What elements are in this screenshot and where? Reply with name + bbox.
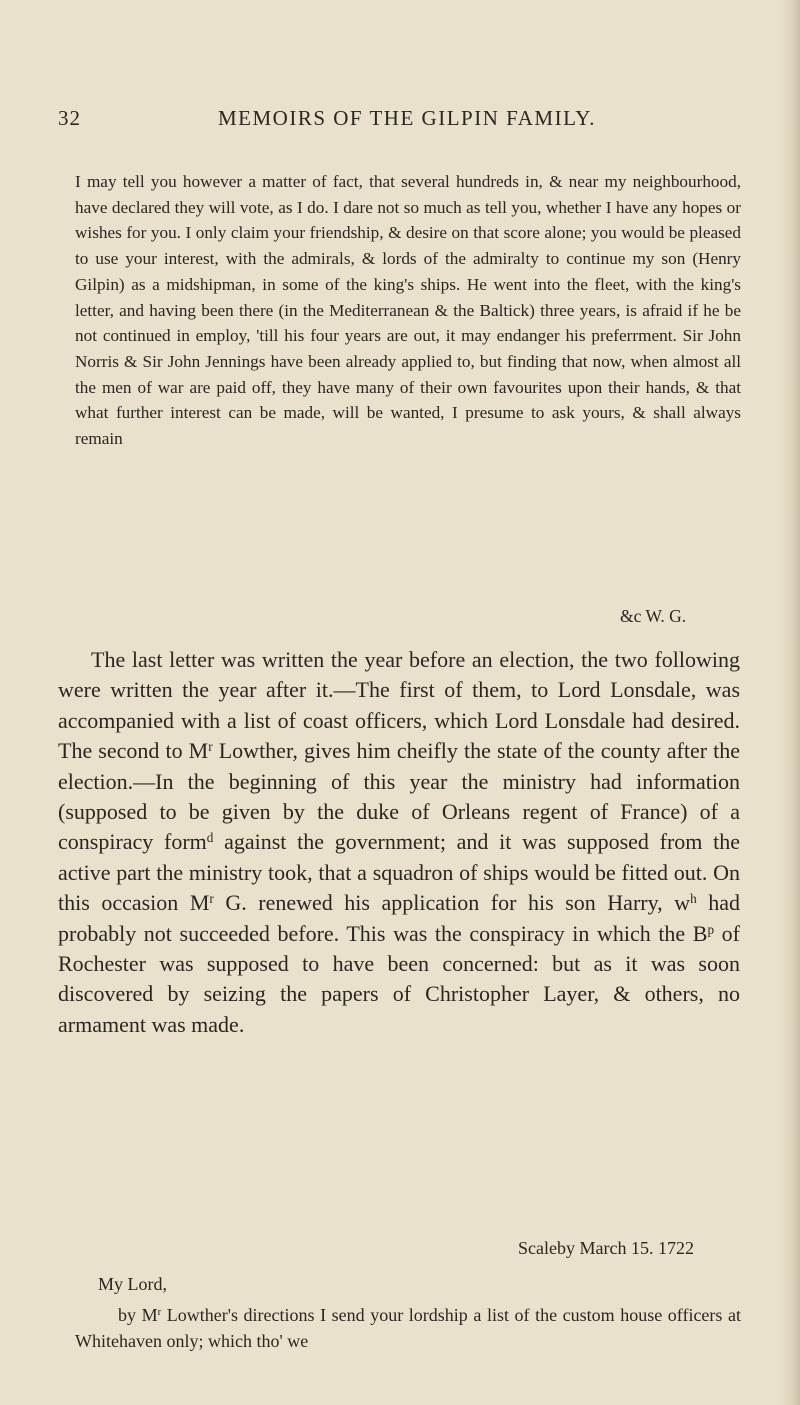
narrative-text-3: against the government; and it was supposed from the active part the ministry took, that a squadron of ships would be fitted out. On this occasion M — [58, 829, 740, 916]
superscript-r: r — [157, 1306, 162, 1319]
letter-two-dateline: Scaleby March 15. 1722 — [518, 1238, 694, 1258]
narrative-paragraph — [58, 645, 740, 1040]
narrative-text-4: G. renewed his application for his son Harry, w — [213, 890, 691, 916]
letter-one-signature: &c W. G. — [620, 606, 687, 626]
superscript-r: r — [208, 738, 213, 754]
running-head — [58, 106, 742, 136]
superscript-d: d — [206, 830, 214, 846]
letter-two-salutation: My Lord, — [98, 1274, 167, 1294]
superscript-h: h — [690, 891, 697, 906]
narrative-text-5: had probably not succeeded before. This was the conspiracy in which the B — [58, 890, 740, 946]
letter-two-body — [75, 1303, 741, 1354]
superscript-p: p — [707, 921, 715, 937]
letter-two-text-2: Lowther's directions I send your lordship a list of the custom house officers at Whitehaven only; which tho' we — [75, 1305, 741, 1351]
narrative-text-6: of Rochester was supposed to have been concerned: but as it was soon discovered by seizing the papers of Christopher Layer, & others, no armament was made. — [58, 920, 741, 1037]
page-edge-shadow — [778, 0, 800, 1405]
page-number: 32 — [58, 106, 81, 130]
narrative-text-1: The last letter was written the year before an election, the two following were written the year after it.—The first of them, to Lord Lonsdale, was accompanied with a list of coast officers, which Lord Lonsdale had desired. The second to M — [58, 647, 740, 764]
superscript-r: r — [209, 891, 214, 906]
letter-one-body: I may tell you however a matter of fact, that several hundreds in, & near my neighbourhood, have declared they will vote, as I do. I dare not so much as tell you, whether I have any hopes or wishes for you. I only claim your friendship, & desire on that score alone; you would be pleased to use your interest, with the admirals, & lords of the admiralty to continue my son (Henry Gilpin) as a midshipman, in some of the king's ships. He went into the fleet, with the king's letter, and having been there (in the Mediterranean & the Baltick) three years, is afraid if he be not continued in employ, 'till his four years are out, it may endanger his preferrment. Sir John Norris & Sir John Jennings have been already applied to, but finding that now, when almost all the men of war are paid off, they have many of their own favourites upon their hands, & that what further interest can be made, will be wanted, I presume to ask yours, & shall always remain — [75, 172, 741, 449]
letter-two-text-1: by M — [118, 1305, 158, 1325]
running-title: MEMOIRS OF THE GILPIN FAMILY. — [218, 106, 597, 130]
narrative-text-2: Lowther, gives him cheifly the state of the county after the election.—In the beginning of this year the ministry had information (supposed to be given by the duke of Orleans regent of France) of a conspiracy form — [58, 738, 740, 855]
